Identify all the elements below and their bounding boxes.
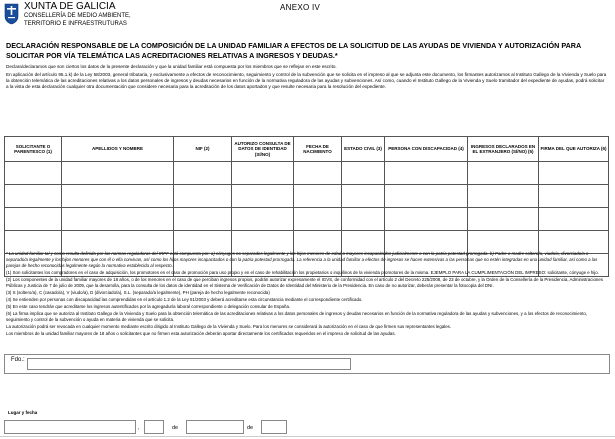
note-last: Los miembros de la unidad familiar mayores de 18 años o solicitantes que no firmen esta autorización deberán aportar directamente los certificados requeridos en el impreso de solicitud de las ayudas. <box>6 330 396 336</box>
note-2: (2) Los componentes de la unidad familiar mayores de 18 años, o de los menores en el caso de que perciban ingresos propios, podrán autorizar expresamente el IGVS, de conformidad con el artículo 2 del Decreto 225/2008, de 23 de octubre, y la Orden de la Consellería de la Presidencia, Administraciones Públicas y Justicia de 7 de julio de 2009, que la desarrolla, para la consulta de los datos de identidad en el Sistema de Verificación de Datos de Identidad del Ministerio de la Presidencia. En caso de no autorizar, deberán presentar la fotocopia del DNI. <box>6 276 603 288</box>
table-cell[interactable] <box>294 185 342 208</box>
table-cell[interactable] <box>539 185 609 208</box>
table-row <box>5 208 609 231</box>
note-revocation: La autorización podrá ser revocada en cualquier momento mediante escrito dirigido al Instituto Gallego de la Vivienda y Suelo. Para los menores se considerará la autorización en el caso de que firmen sus representantes legales. <box>6 323 452 329</box>
note-6: (6) La firma implica que se autoriza al Instituto Gallego de la Vivienda y Suelo para la obtención telemática de las acreditaciones relativas a los datos personales de ingresos y deudas necesarios en función de la normativa reguladora de las ayudas y subvenciones, y a los efectos de reconocimiento, seguimiento y control de la subvención o ayuda en materia de vivienda que se solicita. <box>6 310 588 322</box>
table-cell[interactable] <box>62 185 174 208</box>
col-header-disability: PERSONA CON DISCAPACIDAD (4) <box>385 137 468 162</box>
month-field[interactable] <box>186 420 244 434</box>
table-row <box>5 185 609 208</box>
de-separator-1: de <box>172 425 179 431</box>
footnotes <box>6 251 608 338</box>
table-cell[interactable] <box>294 208 342 231</box>
place-date-label: Lugar y fecha <box>8 410 38 415</box>
note-5: (5) En este caso tendrán que acreditarse los ingresos autentificados por la agregaduría laboral correspondiente o delegación consular de España. <box>6 303 291 309</box>
annex-label: ANEXO IV <box>280 3 321 12</box>
note-3: (3) S (soltero/a), C (casado/a), V (viudo/a), D (divorciado/a), S.L. (separado/a legalmente), PH (pareja de hecho legalmente reconocida) <box>6 289 270 295</box>
table-cell[interactable] <box>62 208 174 231</box>
table-cell[interactable] <box>5 208 62 231</box>
table-cell[interactable] <box>62 162 174 185</box>
page-bottom-divider <box>0 436 615 437</box>
col-header-identity-consent: AUTORIZO CONSULTA DE DATOS DE IDENTIDAD (SÍ/NO) <box>232 137 294 162</box>
de-separator-2: de <box>247 425 254 431</box>
table-row <box>5 162 609 185</box>
department-name <box>24 13 174 28</box>
table-cell[interactable] <box>385 185 468 208</box>
xunta-logo-icon <box>4 3 19 25</box>
col-header-name: APELLIDOS Y NOMBRE <box>62 137 174 162</box>
col-header-foreign-income: INGRESOS DECLARADOS EN EL EXTRANJERO (SÍ/NO) (5) <box>468 137 539 162</box>
day-field[interactable] <box>144 420 164 434</box>
table-cell[interactable] <box>232 208 294 231</box>
col-header-signature: FIRMA DEL QUE AUTORIZA (6) <box>539 137 609 162</box>
year-field[interactable] <box>261 420 287 434</box>
table-cell[interactable] <box>342 162 385 185</box>
comma-separator: , <box>138 425 140 431</box>
fdo-field[interactable] <box>27 358 351 370</box>
table-cell[interactable] <box>232 185 294 208</box>
table-cell[interactable] <box>232 162 294 185</box>
table-cell[interactable] <box>385 162 468 185</box>
table-cell[interactable] <box>5 185 62 208</box>
table-header-row <box>5 137 609 162</box>
col-header-nif: NIF (2) <box>174 137 232 162</box>
intro-paragraph-1: Declara/declaramos que son ciertos los datos de la presente declaración y que la unidad familiar está compuesta por los miembros que se reflejan en este escrito. <box>6 64 337 69</box>
table-cell[interactable] <box>468 208 539 231</box>
signature-box <box>4 354 610 374</box>
table-cell[interactable] <box>174 162 232 185</box>
col-header-birth-date: FECHA DE NACIMIENTO <box>294 137 342 162</box>
table-cell[interactable] <box>468 185 539 208</box>
table-cell[interactable] <box>342 208 385 231</box>
table-cell[interactable] <box>468 162 539 185</box>
intro-paragraph-2: En aplicación del artículo 95.1.k) de la Ley 58/2003, general tributaria, y exclusivamente a efectos de reconocimiento, seguimiento y control de la subvención que se solicita en el impreso al que se adjunta este documento, los firmantes autorizamos al Instituto Gallego de la Vivienda y Suelo para la obtención telemática de las acreditaciones relativas a los datos personales de ingresos y deudas necesarios en función de la normativa reguladora de las ayudas y subvenciones. Así como, cuando el Instituto Gallego de la Vivienda y Suelo tramitador del expediente de ayudas, podrá solicitar a la vista de esta declaración cualquier otra documentación que considere necesaria para la acreditación de los datos aportados y que resulte necesaria para la resolución del expediente. <box>6 71 607 89</box>
note-star: * La unidad familiar tal y como resulta definida por las normas reguladoras del IRPF está compuesta por: a) cónyuges no separados legalmente y los hijos menores de edad o mayores incapacitados judicialmente o con la patria potestad prorrogada. b) Padre o madre soltero/a, viudo/a, divorciado/a o separado/a legalmente y los hijos menores que con él o ella convivan, así como los hijos mayores incapacitados o con la patria potestad prorrogada. La referencia a la unidad familiar a efectos de ingresos se hacen extensivas a las personas que no estén integradas en una unidad familiar, así como a las parejas de hecho reconocidas legalmente según la normativa establecida al respecto. <box>6 251 598 268</box>
table-cell[interactable] <box>294 162 342 185</box>
org-name: XUNTA DE GALICIA <box>24 1 116 12</box>
fdo-label: Fdo.: <box>11 357 25 363</box>
place-field[interactable] <box>4 420 136 434</box>
table-cell[interactable] <box>385 208 468 231</box>
col-header-applicant: SOLICITANTE O PARENTESCO (1) <box>5 137 62 162</box>
department-line-2: TERRITORIO E INFRAESTRUTURAS <box>24 20 127 27</box>
document-title: DECLARACIÓN RESPONSABLE DE LA COMPOSICIÓN DE LA UNIDAD FAMILIAR A EFECTOS DE LA SOLICITUD DE LAS AYUDAS DE VIVIENDA Y AUTORIZACIÓN PARA SOLICITAR POR VÍA TELEMÁTICA LAS ACREDITACIONES RELATIVAS A INGRESOS Y DEUDAS.* <box>6 41 581 60</box>
table-cell[interactable] <box>174 208 232 231</box>
col-header-civil-status: ESTADO CIVIL (3) <box>342 137 385 162</box>
table-cell[interactable] <box>342 185 385 208</box>
note-4: (4) Se entienden por personas con discapacidad las comprendidas en el artículo 1.2 de la Ley 51/2003 y deberá acreditarse esta circunstancia mediante el correspondiente certificado. <box>6 296 363 302</box>
table-cell[interactable] <box>539 208 609 231</box>
note-1: (1) Son solicitantes los compradores en el caso de adquisición, los promotores en el caso de promoción para uso propio y en el caso de rehabilitación los propietarios o inquilinos de la vivienda promotores de la misma. EJEMPLO PARA LA CUMPLIMENTACIÓN DEL IMPRESO: solicitante, cónyuge e hijo. <box>6 269 599 275</box>
table-cell[interactable] <box>174 185 232 208</box>
department-line-1: CONSELLERÍA DE MEDIO AMBIENTE, <box>24 13 131 19</box>
table-cell[interactable] <box>5 162 62 185</box>
intro-text <box>6 64 608 90</box>
table-cell[interactable] <box>539 162 609 185</box>
